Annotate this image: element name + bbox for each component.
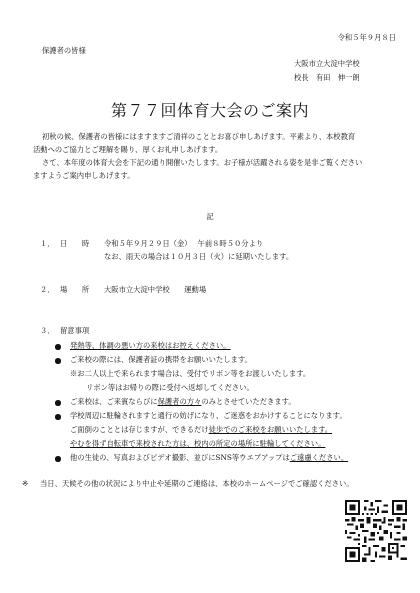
event-venue: 大阪市立大淀中学校 運動場 (104, 285, 207, 294)
bullet-icon (55, 414, 61, 420)
note-line: やむを得ず自転車で来校された方は、校内の所定の場所に駐輪してください。 (70, 439, 326, 448)
item-label: 留意事項 (60, 326, 90, 335)
bullet-icon (55, 456, 61, 462)
item-label: 場 所 (60, 285, 90, 294)
bullet-icon (55, 358, 61, 364)
rain-postpone-note: なお、雨天の場合は１０月３日（火）に延期いたします。 (104, 252, 294, 261)
ki-marker: 記 (206, 212, 214, 221)
intro-line-4: ますようご案内申しあげます。 (33, 171, 135, 180)
note-line: リボン等はお帰りの際に受付へ返却してください。 (86, 383, 254, 392)
intro-line-2: 活動へのご協力とご理解を賜り、厚くお礼申しあげます。 (33, 145, 223, 154)
bullet-icon (55, 400, 61, 406)
qr-code-graphic (345, 500, 407, 562)
item-number: １． (40, 239, 55, 248)
item-number: ２． (40, 285, 55, 294)
note-line: ※お二人以上で来られます場合は、受付でリボン等をお渡しいたします。 (70, 369, 311, 378)
footer-mark: ※ (22, 479, 29, 488)
footer-note: 当日、天候その他の状況により中止や延期のご連絡は、本校のホームページでご確認ください。 (40, 479, 354, 488)
intro-line-1: 初秋の候、保護者の皆様にはますますご清祥のこととお喜び申しあげます。平素より、本校教育 (42, 132, 356, 141)
school-name: 大阪市立大淀中学校 (294, 59, 360, 68)
note-line: ご来校の際には、保護者証の携帯をお願いいたします。 (70, 355, 252, 364)
recipient: 保護者の皆様 (42, 46, 86, 55)
note-line: 発熱等、体調の悪い方の来校はお控えください。 (70, 341, 231, 350)
item-number: ３． (40, 326, 55, 335)
event-datetime: 令和５年９月２９日（金） 午前８時５０分より (104, 239, 264, 248)
intro-line-3: さて、本年度の体育大会を下記の通り開催いたします。お子様が活躍される姿を是非ご覧ください (42, 158, 363, 167)
note-line: ご面倒のこととは存じますが、できるだけ徒歩でのご来校をお願いいたします。 (70, 425, 333, 434)
note-line: ご来校は、ご来賓ならびに保護者の方々のみとさせていただきます。 (70, 397, 296, 406)
item-label: 日 時 (60, 239, 90, 248)
principal-name: 校長 有田 伸一朗 (294, 73, 360, 82)
qr-code-icon[interactable] (345, 500, 407, 562)
document-date: 令和５年９月８日 (337, 33, 396, 42)
note-line: 他の生徒の、写真およびビデオ撮影、並びにSNS等ウエブアップはご遠慮ください。 (70, 453, 349, 462)
page-title: 第７７回体育大会のご案内 (110, 101, 309, 120)
bullet-icon (55, 344, 61, 350)
note-line: 学校周辺に駐輪されますと通行の妨げになり、ご迷惑をおかけすることになります。 (70, 411, 347, 420)
